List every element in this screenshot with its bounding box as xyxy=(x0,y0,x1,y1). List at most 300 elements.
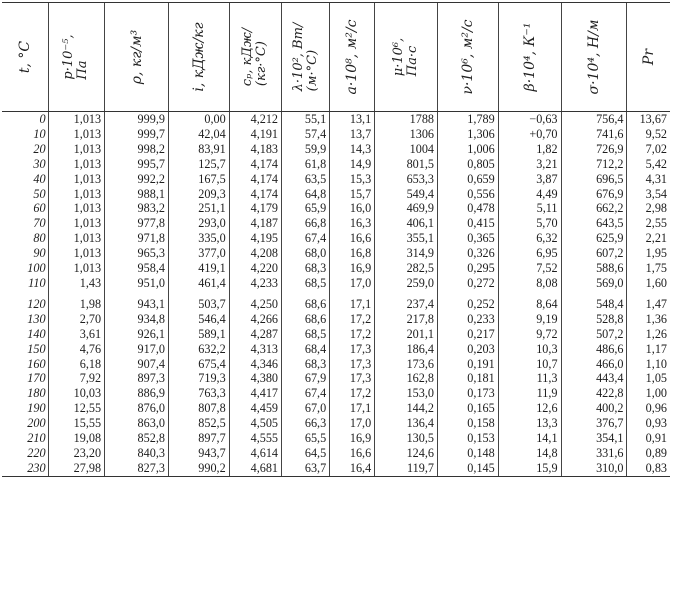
table-cell: 64,5 xyxy=(282,446,330,461)
table-cell: 1,013 xyxy=(48,201,105,216)
header-line: (м·°С) xyxy=(304,49,320,92)
table-cell: 951,0 xyxy=(105,276,169,291)
table-cell: 67,4 xyxy=(282,386,330,401)
table-row xyxy=(2,386,670,401)
table-cell: 16,6 xyxy=(330,231,375,246)
table-cell: 66,3 xyxy=(282,416,330,431)
table-cell: 23,20 xyxy=(48,446,105,461)
table-cell: 130 xyxy=(27,311,46,326)
table-cell: 0,89 xyxy=(627,446,670,461)
table-cell: 0,158 xyxy=(438,416,499,431)
table-cell: 200 xyxy=(27,416,46,431)
table-cell: 59,9 xyxy=(282,142,330,157)
table-cell: 1,013 xyxy=(48,142,105,157)
table-row xyxy=(2,172,670,187)
table-row xyxy=(2,401,670,416)
table-cell: 999,7 xyxy=(105,127,169,142)
table-cell: 876,0 xyxy=(105,401,169,416)
table-cell: 12,6 xyxy=(498,401,561,416)
table-cell: 4,681 xyxy=(229,461,281,476)
table-cell: 675,4 xyxy=(168,357,229,372)
table-cell: 2,70 xyxy=(48,312,105,327)
table-cell: 507,2 xyxy=(561,327,627,342)
table-cell: 863,0 xyxy=(105,416,169,431)
table-cell: 67,9 xyxy=(282,371,330,386)
table-cell: 971,8 xyxy=(105,231,169,246)
table-cell: 14,9 xyxy=(330,157,375,172)
table-cell: 68,5 xyxy=(282,276,330,291)
table-cell: 840,3 xyxy=(105,446,169,461)
table-cell: 15,55 xyxy=(48,416,105,431)
table-cell: 0,295 xyxy=(438,261,499,276)
table-cell: 11,9 xyxy=(498,386,561,401)
table-cell: 201,1 xyxy=(375,327,438,342)
table-cell: 988,1 xyxy=(105,187,169,202)
table-cell: 83,91 xyxy=(168,142,229,157)
table-cell: 68,6 xyxy=(282,312,330,327)
table-cell: 68,6 xyxy=(282,297,330,312)
table-cell: 110 xyxy=(28,275,46,290)
column-header xyxy=(375,3,438,112)
table-cell: 160 xyxy=(27,356,46,371)
table-cell: 983,2 xyxy=(105,201,169,216)
table-cell: 5,42 xyxy=(627,157,670,172)
table-cell: 67,0 xyxy=(282,401,330,416)
table-cell: 40 xyxy=(33,171,46,186)
table-row xyxy=(2,276,670,291)
table-cell: 10 xyxy=(33,126,46,141)
table-cell: 419,1 xyxy=(168,261,229,276)
table-cell: 4,459 xyxy=(229,401,281,416)
table-cell: 140 xyxy=(27,326,46,341)
header-line: p·10⁻⁵, xyxy=(61,34,77,80)
table-cell: 1,013 xyxy=(48,112,105,127)
table-cell: 1,013 xyxy=(48,157,105,172)
table-cell: 653,3 xyxy=(375,172,438,187)
table-cell: 64,8 xyxy=(282,187,330,202)
column-header xyxy=(48,3,105,112)
table-cell: 0 xyxy=(39,112,46,126)
column-header xyxy=(229,3,281,112)
table-row xyxy=(2,461,670,476)
table-cell: 125,7 xyxy=(168,157,229,172)
table-cell: 1,36 xyxy=(627,312,670,327)
table-cell: 0,145 xyxy=(438,461,499,476)
table-cell: 1,006 xyxy=(438,142,499,157)
table-cell: 926,1 xyxy=(105,327,169,342)
table-cell: 3,61 xyxy=(48,327,105,342)
column-header xyxy=(627,3,670,112)
table-cell: 293,0 xyxy=(168,216,229,231)
table-cell: 354,1 xyxy=(561,431,627,446)
table-cell: 153,0 xyxy=(375,386,438,401)
table-cell: 992,2 xyxy=(105,172,169,187)
table-cell: 17,2 xyxy=(330,386,375,401)
table-cell: 943,7 xyxy=(168,446,229,461)
table-cell: 4,76 xyxy=(48,342,105,357)
column-header-label xyxy=(18,41,32,73)
table-cell: 0,96 xyxy=(627,401,670,416)
table-cell: 17,3 xyxy=(330,342,375,357)
table-cell: 4,212 xyxy=(229,112,281,127)
header-line: (кг·°С) xyxy=(254,41,270,87)
header-line: Па xyxy=(75,60,91,80)
header-line: ν·10⁶, м²/с xyxy=(459,19,476,95)
column-header-label xyxy=(392,38,420,76)
table-cell: 90 xyxy=(33,246,46,261)
table-cell: 170 xyxy=(27,371,46,386)
table-row xyxy=(2,261,670,276)
table-cell: 13,7 xyxy=(330,127,375,142)
table-cell: 503,7 xyxy=(168,297,229,312)
table-cell: 0,191 xyxy=(438,357,499,372)
table-cell: 68,3 xyxy=(282,357,330,372)
column-header-label xyxy=(130,30,144,85)
table-cell: 162,8 xyxy=(375,371,438,386)
table-cell: 852,5 xyxy=(168,416,229,431)
table-cell: 186,4 xyxy=(375,342,438,357)
table-cell: 63,7 xyxy=(282,461,330,476)
table-cell: 406,1 xyxy=(375,216,438,231)
table-cell: 42,04 xyxy=(168,127,229,142)
table-cell: 13,67 xyxy=(627,112,670,127)
table-cell: 486,6 xyxy=(561,342,627,357)
table-cell: 4,220 xyxy=(229,261,281,276)
table-cell: 4,233 xyxy=(229,276,281,291)
table-cell: 20 xyxy=(33,141,46,156)
table-cell: 763,3 xyxy=(168,386,229,401)
table-cell: 676,9 xyxy=(561,187,627,202)
table-cell: 990,2 xyxy=(168,461,229,476)
table-cell: 643,5 xyxy=(561,216,627,231)
table-cell: 7,92 xyxy=(48,371,105,386)
table-cell: 897,7 xyxy=(168,431,229,446)
table-cell: 13,1 xyxy=(330,112,375,127)
table-cell: 150 xyxy=(27,341,46,356)
table-cell: 741,6 xyxy=(561,127,627,142)
table-cell: 17,0 xyxy=(330,276,375,291)
table-cell: 958,4 xyxy=(105,261,169,276)
column-header-label xyxy=(587,20,601,95)
table-cell: 16,9 xyxy=(330,261,375,276)
table-cell: 119,7 xyxy=(375,461,438,476)
table-cell: 180 xyxy=(27,386,46,401)
table-cell: 259,0 xyxy=(375,276,438,291)
table-cell: 9,72 xyxy=(498,327,561,342)
table-cell: 6,18 xyxy=(48,357,105,372)
table-cell: 1,789 xyxy=(438,112,499,127)
table-cell: 827,3 xyxy=(105,461,169,476)
table-cell: 1,013 xyxy=(48,172,105,187)
table-row xyxy=(2,312,670,327)
table-row xyxy=(2,157,670,172)
table-row xyxy=(2,216,670,231)
table-cell: +0,70 xyxy=(498,127,561,142)
table-cell: 0,93 xyxy=(627,416,670,431)
table-cell: 0,272 xyxy=(438,276,499,291)
table-cell: 220 xyxy=(27,445,46,460)
header-row xyxy=(2,3,670,112)
table-cell: 466,0 xyxy=(561,357,627,372)
table-cell: 548,4 xyxy=(561,297,627,312)
table-cell: 17,1 xyxy=(330,401,375,416)
table-cell: 756,4 xyxy=(561,112,627,127)
column-header-label xyxy=(642,49,656,65)
table-cell: 443,4 xyxy=(561,371,627,386)
table-cell: 60 xyxy=(33,201,46,216)
table-cell: 4,191 xyxy=(229,127,281,142)
table-cell: 68,5 xyxy=(282,327,330,342)
table-cell: 0,00 xyxy=(168,112,229,127)
table-cell: 4,614 xyxy=(229,446,281,461)
table-cell: 1,47 xyxy=(627,297,670,312)
table-cell: 8,08 xyxy=(498,276,561,291)
table-cell: 17,2 xyxy=(330,312,375,327)
table-cell: 0,173 xyxy=(438,386,499,401)
table-cell: 355,1 xyxy=(375,231,438,246)
table-cell: 16,8 xyxy=(330,246,375,261)
table-row xyxy=(2,357,670,372)
table-cell: 66,8 xyxy=(282,216,330,231)
table-cell: 377,0 xyxy=(168,246,229,261)
column-header-label xyxy=(461,19,475,94)
header-line: cₚ, кДж/ xyxy=(240,27,256,87)
table-cell: 11,3 xyxy=(498,371,561,386)
header-line: μ·10⁶, xyxy=(391,37,407,77)
table-cell: 3,87 xyxy=(498,172,561,187)
table-cell: 0,217 xyxy=(438,327,499,342)
table-cell: 335,0 xyxy=(168,231,229,246)
table-cell: 144,2 xyxy=(375,401,438,416)
header-line: Па·с xyxy=(405,45,421,77)
table-cell: 217,8 xyxy=(375,312,438,327)
table-cell: 897,3 xyxy=(105,371,169,386)
table-cell: 1,306 xyxy=(438,127,499,142)
table-cell: 70 xyxy=(33,216,46,231)
table-cell: 2,21 xyxy=(627,231,670,246)
table-cell: 331,6 xyxy=(561,446,627,461)
table-cell: 569,0 xyxy=(561,276,627,291)
table-cell: 422,8 xyxy=(561,386,627,401)
table-cell: 136,4 xyxy=(375,416,438,431)
header-line: ρ, кг/м³ xyxy=(128,29,145,85)
table-cell: 16,9 xyxy=(330,431,375,446)
table-cell: 1004 xyxy=(375,142,438,157)
table-cell: 4,208 xyxy=(229,246,281,261)
table-cell: 4,313 xyxy=(229,342,281,357)
table-cell: 124,6 xyxy=(375,446,438,461)
table-cell: 4,195 xyxy=(229,231,281,246)
table-cell: 1,013 xyxy=(48,127,105,142)
table-cell: 251,1 xyxy=(168,201,229,216)
table-cell: 50 xyxy=(33,186,46,201)
table-cell: 61,8 xyxy=(282,157,330,172)
table-row xyxy=(2,127,670,142)
table-cell: 210 xyxy=(27,431,46,446)
header-line: λ·10², Вт/ xyxy=(290,22,306,92)
table-cell: 546,4 xyxy=(168,312,229,327)
table-cell: 1,82 xyxy=(498,142,561,157)
column-header xyxy=(438,3,499,112)
table-cell: 4,417 xyxy=(229,386,281,401)
table-cell: 461,4 xyxy=(168,276,229,291)
table-cell: 588,6 xyxy=(561,261,627,276)
table-cell: 16,4 xyxy=(330,461,375,476)
table-cell: 4,183 xyxy=(229,142,281,157)
table-cell: 6,32 xyxy=(498,231,561,246)
table-row xyxy=(2,416,670,431)
table-cell: 0,153 xyxy=(438,431,499,446)
table-cell: 1788 xyxy=(375,112,438,127)
table-cell: 1,10 xyxy=(627,357,670,372)
table-cell: 965,3 xyxy=(105,246,169,261)
table-row xyxy=(2,297,670,312)
table-cell: 17,0 xyxy=(330,416,375,431)
table-cell: 57,4 xyxy=(282,127,330,142)
table-cell: 282,5 xyxy=(375,261,438,276)
table-row xyxy=(2,342,670,357)
table-cell: 17,2 xyxy=(330,327,375,342)
table-cell: 4,346 xyxy=(229,357,281,372)
table-cell: 10,7 xyxy=(498,357,561,372)
table-cell: 1,26 xyxy=(627,327,670,342)
column-header xyxy=(282,3,330,112)
table-cell: 917,0 xyxy=(105,342,169,357)
table-cell: 4,266 xyxy=(229,312,281,327)
water-properties-table xyxy=(2,2,670,477)
table-cell: 726,9 xyxy=(561,142,627,157)
table-cell: 934,8 xyxy=(105,312,169,327)
table-cell: 886,9 xyxy=(105,386,169,401)
table-row xyxy=(2,231,670,246)
table-cell: 167,5 xyxy=(168,172,229,187)
table-cell: 852,8 xyxy=(105,431,169,446)
table-cell: 120 xyxy=(27,296,46,311)
table-cell: 4,174 xyxy=(229,172,281,187)
table-cell: 0,478 xyxy=(438,201,499,216)
table-cell: 1,05 xyxy=(627,371,670,386)
table-cell: 3,21 xyxy=(498,157,561,172)
table-cell: 7,52 xyxy=(498,261,561,276)
table-cell: 5,11 xyxy=(498,201,561,216)
table-cell: 0,91 xyxy=(627,431,670,446)
table-cell: 4,380 xyxy=(229,371,281,386)
column-header xyxy=(498,3,561,112)
table-cell: 0,203 xyxy=(438,342,499,357)
table-cell: 65,9 xyxy=(282,201,330,216)
table-cell: 696,5 xyxy=(561,172,627,187)
table-cell: 4,179 xyxy=(229,201,281,216)
table-cell: 4,287 xyxy=(229,327,281,342)
table-cell: 1,013 xyxy=(48,187,105,202)
table-cell: 80 xyxy=(33,231,46,246)
table-cell: 998,2 xyxy=(105,142,169,157)
table-cell: 15,3 xyxy=(330,172,375,187)
table-cell: 16,6 xyxy=(330,446,375,461)
table-cell: 9,19 xyxy=(498,312,561,327)
table-cell: 5,70 xyxy=(498,216,561,231)
table-row xyxy=(2,142,670,157)
table-cell: 469,9 xyxy=(375,201,438,216)
header-line: σ·10⁴, Н/м xyxy=(586,19,602,95)
table-row xyxy=(2,112,670,127)
table-cell: 7,02 xyxy=(627,142,670,157)
table-cell: 1,013 xyxy=(48,246,105,261)
table-cell: 68,3 xyxy=(282,261,330,276)
table-cell: 8,64 xyxy=(498,297,561,312)
table-cell: 0,83 xyxy=(627,461,670,476)
table-cell: 1,013 xyxy=(48,261,105,276)
table-cell: 1,013 xyxy=(48,216,105,231)
table-cell: 190 xyxy=(27,401,46,416)
table-cell: 1306 xyxy=(375,127,438,142)
table-cell: 65,5 xyxy=(282,431,330,446)
table-cell: 100 xyxy=(27,261,46,276)
table-cell: 0,165 xyxy=(438,401,499,416)
column-header xyxy=(561,3,627,112)
column-header-label xyxy=(192,22,206,91)
table-cell: 0,365 xyxy=(438,231,499,246)
table-cell: 6,95 xyxy=(498,246,561,261)
table-row xyxy=(2,246,670,261)
table-cell: 16,3 xyxy=(330,216,375,231)
header-line: i, кДж/кг xyxy=(190,22,207,92)
table-cell: 19,08 xyxy=(48,431,105,446)
column-header-label xyxy=(62,34,90,79)
table-cell: 1,43 xyxy=(48,276,105,291)
table-cell: 0,415 xyxy=(438,216,499,231)
table-cell: 4,174 xyxy=(229,157,281,172)
table-cell: 907,4 xyxy=(105,357,169,372)
column-header-label xyxy=(523,23,537,92)
table-cell: 801,5 xyxy=(375,157,438,172)
table-cell: 14,8 xyxy=(498,446,561,461)
table-cell: 995,7 xyxy=(105,157,169,172)
table-cell: −0,63 xyxy=(498,112,561,127)
table-cell: 977,8 xyxy=(105,216,169,231)
table-cell: 30 xyxy=(33,156,46,171)
table-cell: 607,2 xyxy=(561,246,627,261)
header-line: β·10⁴, К⁻¹ xyxy=(521,22,538,92)
column-header-label xyxy=(241,28,269,86)
table-cell: 0,556 xyxy=(438,187,499,202)
table-cell: 4,31 xyxy=(627,172,670,187)
table-cell: 230 xyxy=(2,461,48,476)
table-cell: 625,9 xyxy=(561,231,627,246)
table-cell: 1,013 xyxy=(48,231,105,246)
table-cell: 712,2 xyxy=(561,157,627,172)
table-cell: 807,8 xyxy=(168,401,229,416)
table-cell: 17,3 xyxy=(330,357,375,372)
table-row xyxy=(2,431,670,446)
table-cell: 632,2 xyxy=(168,342,229,357)
table-row xyxy=(2,327,670,342)
table-cell: 1,75 xyxy=(627,261,670,276)
header-line: t, °C xyxy=(16,40,33,74)
table-cell: 15,9 xyxy=(498,461,561,476)
table-cell: 237,4 xyxy=(375,297,438,312)
table-cell: 1,17 xyxy=(627,342,670,357)
table-cell: 27,98 xyxy=(48,461,105,476)
column-header xyxy=(2,3,48,112)
table-cell: 173,6 xyxy=(375,357,438,372)
table-cell: 209,3 xyxy=(168,187,229,202)
table-cell: 400,2 xyxy=(561,401,627,416)
table-row xyxy=(2,201,670,216)
table-cell: 9,52 xyxy=(627,127,670,142)
column-header-label xyxy=(292,23,320,92)
table-cell: 999,9 xyxy=(105,112,169,127)
